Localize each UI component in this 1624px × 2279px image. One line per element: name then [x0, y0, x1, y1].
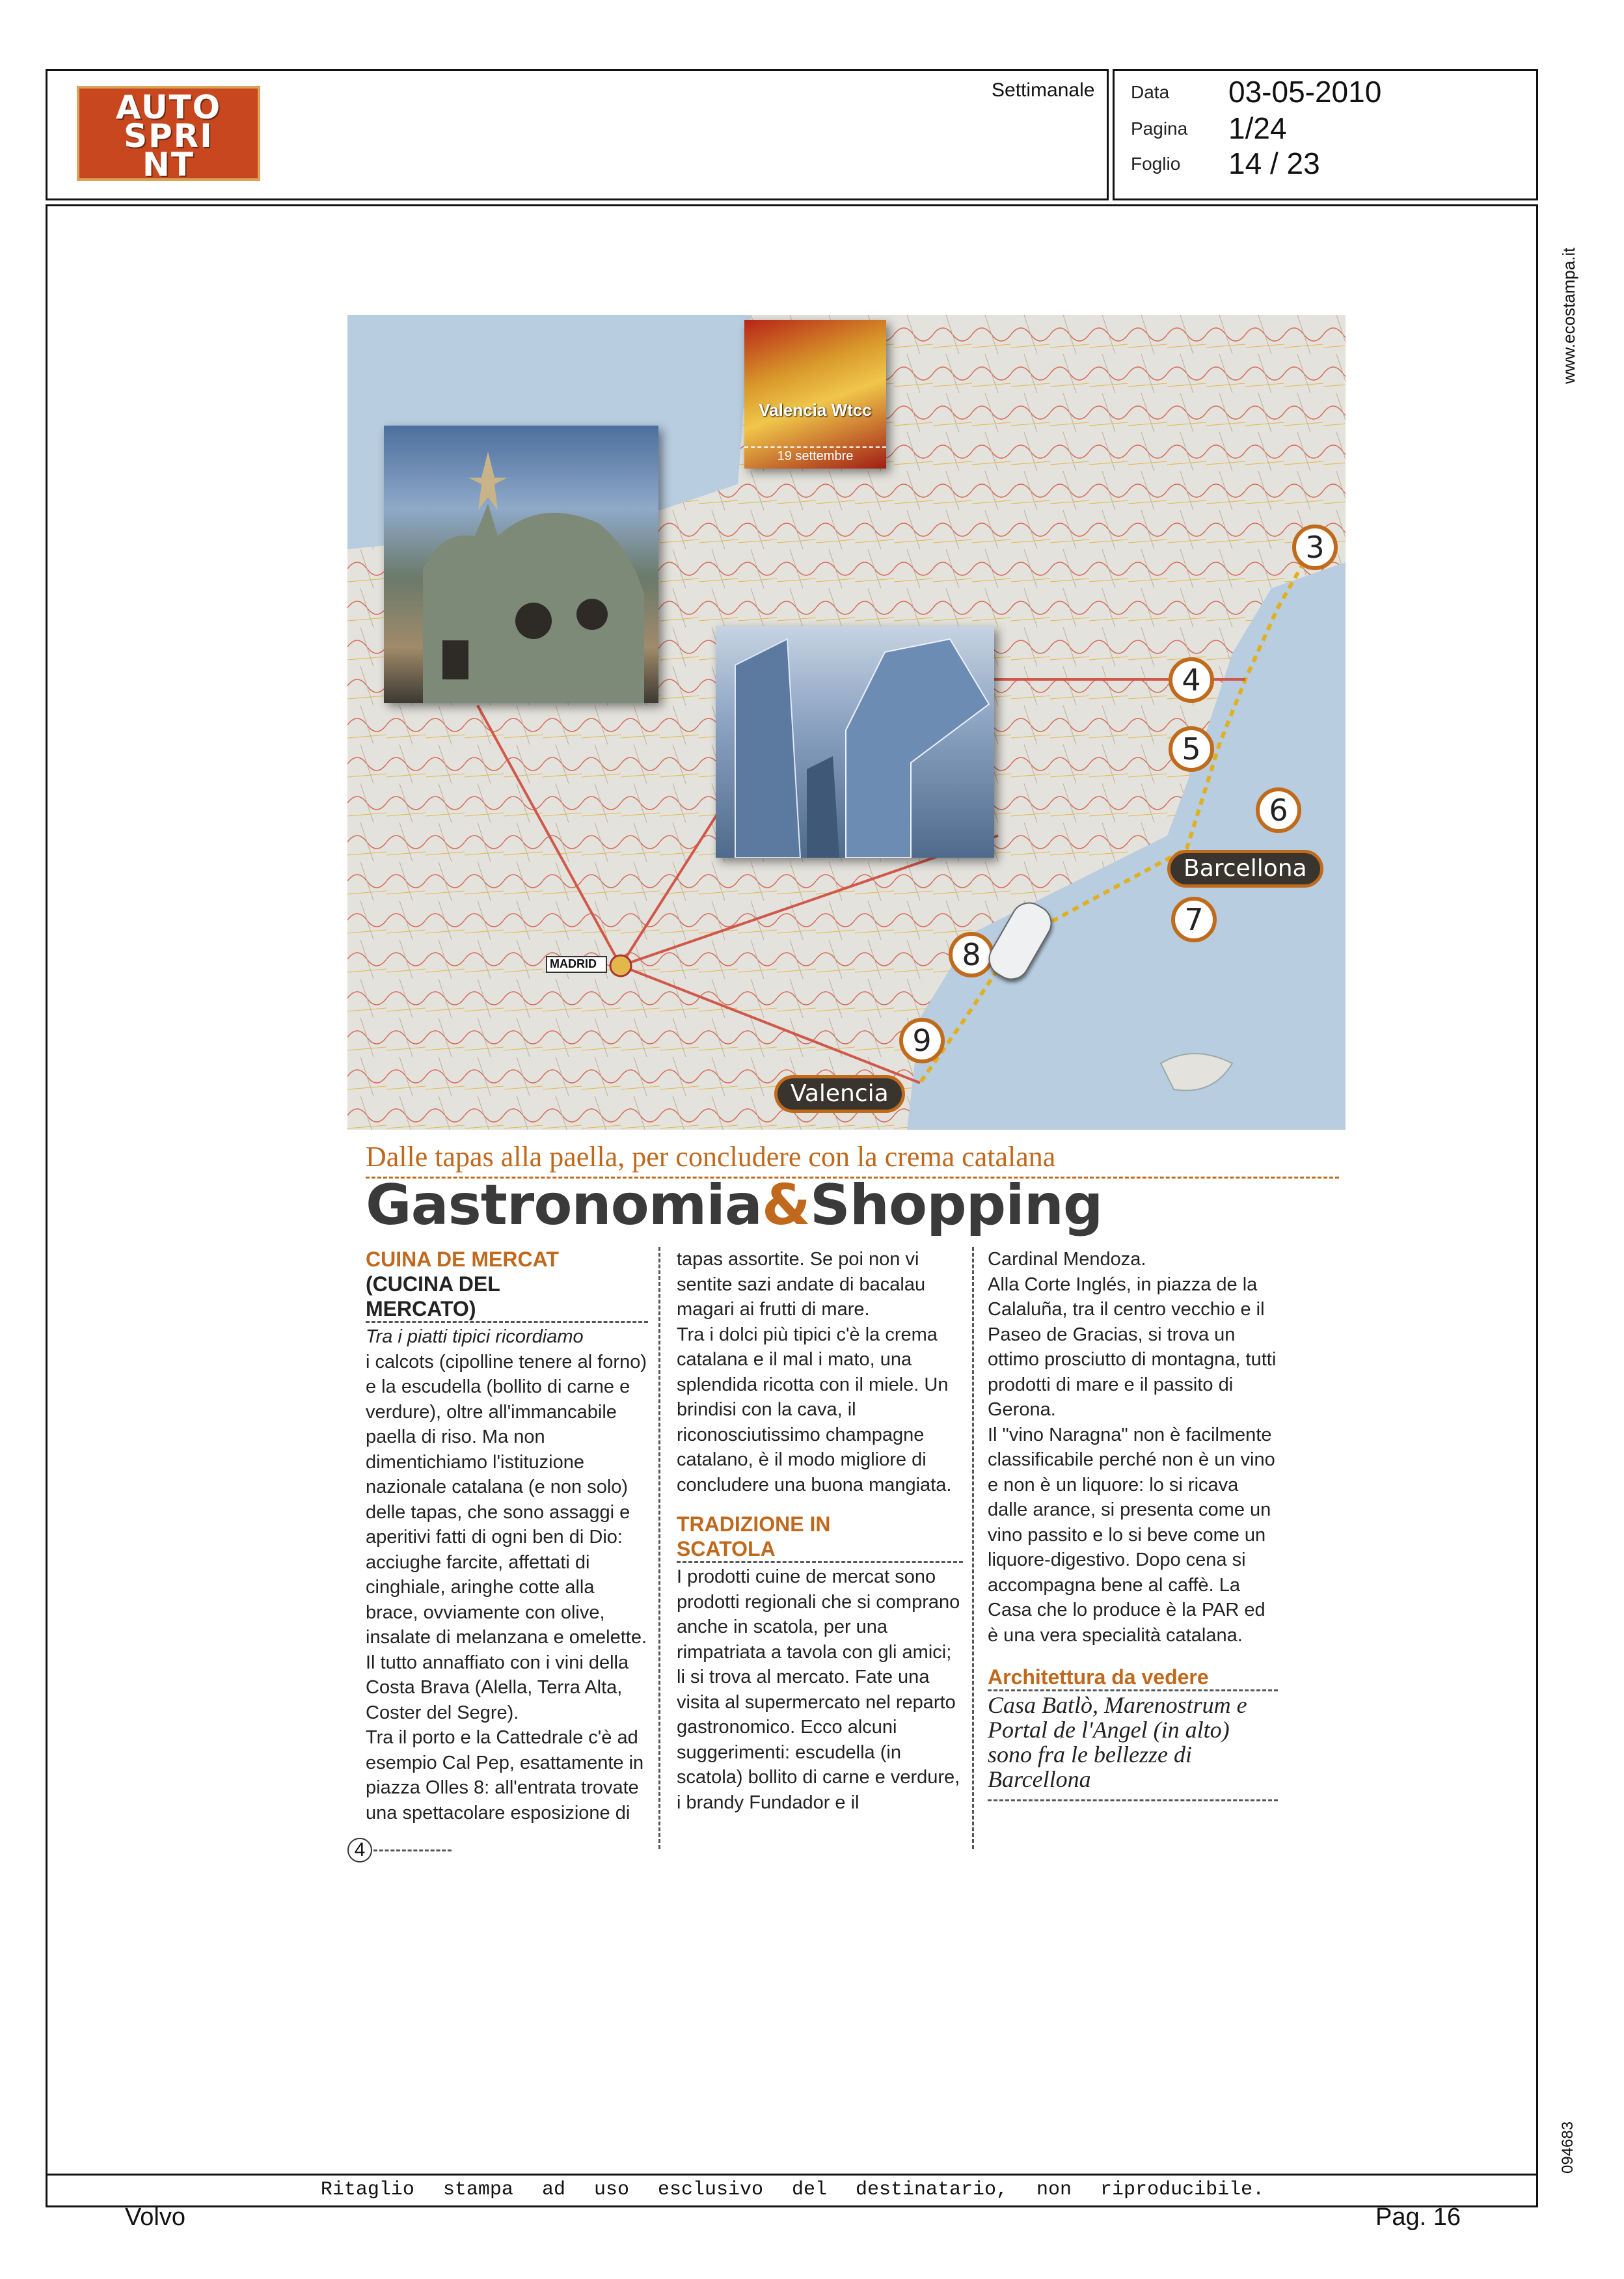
page-label: Pagina	[1131, 118, 1188, 139]
map-badge-5: 5	[1169, 726, 1214, 772]
title-amp: &	[761, 1173, 810, 1238]
column-divider-2	[972, 1247, 974, 1849]
col1-heading: CUINA DE MERCAT	[366, 1248, 559, 1271]
page-value: 1/24	[1228, 111, 1287, 145]
col3-body2: Alla Corte Inglés, in piazza de la Calaluña, tra il centro vecchio e il Paseo de Gracias, si trova un ottimo prosciutto di montagna, tutti prodotti di mare e il passito di Gerona.	[988, 1274, 1277, 1420]
map-badge-9: 9	[899, 1018, 945, 1063]
autosprint-logo	[77, 86, 260, 184]
city-pill-barcellona: Barcellona	[1167, 850, 1323, 888]
col2-heading: TRADIZIONE IN SCATOLA	[677, 1512, 831, 1561]
col3-body3: Il "vino Naragna" non è facilmente classificabile perché non è un vino e non è un liquore: lo si ricava dalle arance, si presenta come un vino passito e lo si beve come un liquore-digestivo. Dopo cena si accompagna bene al caffè. La Casa che lo produce è la PAR ed è una vera specialità catalana.	[988, 1424, 1275, 1646]
map-badge-7: 7	[1171, 897, 1217, 942]
sheet-value: 14 / 23	[1228, 146, 1320, 180]
col1-intro: Tra i piatti tipici ricordiamo	[366, 1326, 584, 1347]
logo-line-2: SPRI	[124, 117, 213, 155]
col1-heading-rule	[366, 1321, 648, 1323]
portal-graphic	[716, 626, 994, 858]
col1-page-number: 4	[347, 1838, 372, 1863]
code-vertical: 094683	[1559, 2121, 1577, 2174]
photo-portal-angel	[716, 626, 994, 858]
logo-line-1: AUTO	[115, 89, 222, 126]
frequency-label: Settimanale	[992, 79, 1095, 101]
col1-body2: Tra il porto e la Cattedrale c'è ad esempio Cal Pep, esattamente in piazza Olles 8: all'entrata trovate una spettacolare esposizione di	[366, 1727, 644, 1823]
map-badge-4: 4	[1169, 657, 1214, 703]
title-part-1: Gastronomia	[366, 1173, 762, 1238]
city-pill-valencia: Valencia	[774, 1075, 905, 1113]
col3-box-heading: Architettura da vedere	[988, 1665, 1209, 1689]
road-map	[347, 315, 1346, 1130]
col2-body2: Tra i dolci più tipici c'è la crema catalana e il mal i mato, una splendida ricotta con il miele. Un brindisi con la cava, il riconosciutissimo champagne catalano, è il modo migliore di concludere una buona mangiata.	[677, 1324, 952, 1495]
col3-box-rule	[988, 1689, 1278, 1691]
column-3	[988, 1247, 1278, 1801]
photo-casa-batllo	[384, 426, 658, 703]
footer-page-label: Pag. 16	[1375, 2204, 1461, 2231]
map-badge-3: 3	[1292, 525, 1338, 570]
col1-subheading: (CUCINA DEL MERCATO)	[366, 1272, 500, 1320]
sheet-label: Foglio	[1131, 154, 1181, 174]
photo-label-date: 19 settembre	[744, 446, 886, 464]
article-title	[366, 1173, 1103, 1238]
map-badge-6: 6	[1256, 787, 1301, 833]
footer-left-label: Volvo	[125, 2204, 185, 2231]
col1-bottom-rule	[373, 1849, 452, 1851]
col2-body3: I prodotti cuine de mercat sono prodotti regionali che si comprano anche in scatola, per una rimpatriata a tavola con gli amici; li si trova al mercato. Fate una visita al supermercato nel reparto gastronomico. Ecco alcuni suggerimenti: escudella (in scatola) bollito di carne e verdure, i brandy Fundador e il	[677, 1566, 960, 1813]
col2-body: tapas assortite. Se poi non vi sentite sazi andate di bacalau magari ai frutti di mare.	[677, 1249, 926, 1320]
map-label-madrid: MADRID	[550, 957, 597, 970]
column-2	[677, 1247, 963, 1815]
col3-caption-rule	[988, 1799, 1278, 1801]
column-1	[366, 1247, 648, 1825]
col2-heading-rule	[677, 1561, 963, 1563]
title-part-2: Shopping	[809, 1173, 1103, 1238]
date-label: Data	[1131, 82, 1170, 102]
col3-body: Cardinal Mendoza.	[988, 1249, 1146, 1270]
press-clipping	[347, 315, 1346, 1945]
reproduction-notice: Ritaglio stampa ad uso esclusivo del destinatario, non riproducibile.	[320, 2179, 1265, 2201]
website-vertical: www.ecostampa.it	[1559, 247, 1578, 384]
logo-line-3: NT	[142, 146, 195, 184]
article-subtitle: Dalle tapas alla paella, per concludere con la crema catalana	[366, 1141, 1056, 1173]
date-value: 03-05-2010	[1228, 75, 1382, 109]
map-badge-8: 8	[949, 932, 994, 977]
footer-rule	[46, 2174, 1538, 2176]
column-divider-1	[658, 1247, 660, 1849]
col3-photo-caption: Casa Batlò, Marenostrum e Portal de l'Angel (in alto) sono fra le bellezze di Barcellona	[988, 1692, 1247, 1792]
photo-valencia-wtcc	[744, 320, 886, 469]
col1-body: i calcots (cipolline tenere al forno) e la escudella (bollito di carne e verdure), oltre all'immancabile paella di riso. Ma non dimentichiamo l'istituzione nazionale catalana (e non solo) delle tapas, che sono assaggi e aperitivi fatti di ogni ben di Dio: acciughe farcite, affettati di cinghiale, aringhe cotte alla brace, ovviamente con olive, insalate di melanzana e omelette. Il tutto annaffiato con i vini della Costa Brava (Alella, Terra Alta, Coster del Segre).	[366, 1351, 647, 1723]
photo-label-title: Valencia Wtcc	[759, 400, 872, 420]
casa-batllo-graphic	[384, 426, 658, 703]
